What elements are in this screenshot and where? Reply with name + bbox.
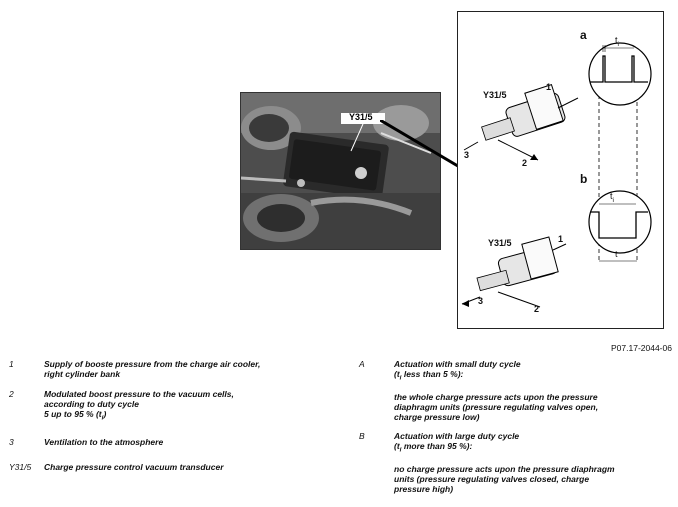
legend-item-b: B Actuation with large duty cycle ($t_i$ more than 95 %): no charge pressure acts upon the pressure diaphragm units (pressure regulating valves closed, charge pressure high) [359,431,615,494]
lower-num-3: 3 [478,296,484,306]
upper-num-1: 1 [546,82,552,92]
legend-item-2: 2 Modulated boost pressure to the vacuum cells, according to duty cycle 5 up to 95 % $(t_i)$ [9,389,234,422]
ti-label-a: $t_i$ [615,35,619,48]
legend-right [359,359,659,503]
upper-y31-label: Y31/5 [483,90,507,100]
lower-num-2: 2 [534,304,540,314]
figure-code: P07.17-2044-06 [611,343,672,353]
duty-cycle-diagram [457,11,664,329]
legend-left [9,359,329,474]
upper-num-3: 3 [464,150,470,160]
ti-label-b: $t_i$ [610,191,614,204]
legend-item-y31: Y31/5 Charge pressure control vacuum transducer [9,462,224,472]
upper-transducer-drawing [464,85,578,160]
t-label-b: t [615,249,618,259]
case-a-letter: a [580,28,587,42]
case-b-letter: b [580,172,588,186]
upper-num-2: 2 [522,158,528,168]
lower-y31-label: Y31/5 [488,238,512,248]
legend-item-a: A Actuation with small duty cycle ($t_i$ less than 5 %): the whole charge pressure acts upon the pressure diaphragm units (pressure regulating valves open, charge pressure low) [359,359,599,422]
lower-num-1: 1 [558,234,564,244]
legend-item-1: 1 Supply of booste pressure from the charge air cooler, right cylinder bank [9,359,261,379]
legend-item-3: 3 Ventilation to the atmosphere [9,437,164,447]
photo-y31-label: Y31/5 [349,112,373,122]
